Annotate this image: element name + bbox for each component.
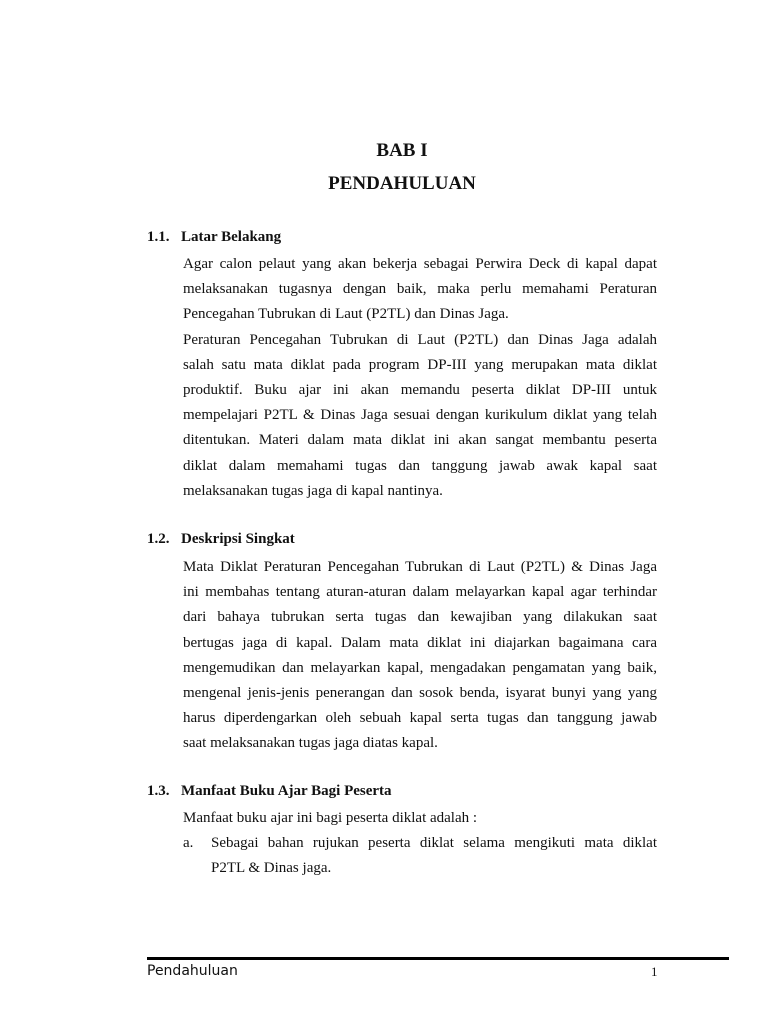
text-line: ditentukan. Materi dalam mata diklat ini akan sangat membantu peserta [183, 432, 657, 449]
footer-label: Pendahuluan [147, 963, 238, 979]
text-line: P2TL & Dinas jaga. [211, 860, 332, 877]
text-line: ini membahas tentang aturan-aturan dalam melayarkan kapal agar terhindar [183, 584, 657, 601]
text-line: saat melaksanakan tugas jaga diatas kapal. [183, 735, 438, 752]
text-line: dari bahaya tubrukan serta tugas dan kewajiban yang dilakukan saat [183, 609, 657, 626]
text-line: melaksanakan tugas jaga di kapal nantinya. [183, 482, 443, 499]
text-line: Sebagai bahan rujukan peserta diklat selama mengikuti mata diklat [211, 835, 657, 851]
section-title: Latar Belakang [181, 229, 282, 245]
section-heading-manfaat-buku-ajar [147, 783, 392, 800]
footer-rule [147, 957, 729, 960]
text-line: mempelajari P2TL & Dinas Jaga sesuai dengan kurikulum diklat yang telah [183, 407, 657, 424]
text-line: Manfaat buku ajar ini bagi peserta diklat adalah : [183, 810, 478, 826]
section-number: 1.1. [147, 229, 170, 245]
text-line: Mata Diklat Peraturan Pencegahan Tubrukan di Laut (P2TL) & Dinas Jaga [183, 559, 657, 575]
section-body-deskripsi-singkat [183, 555, 657, 757]
text-line: Peraturan Pencegahan Tubrukan di Laut (P2TL) dan Dinas Jaga adalah [183, 331, 657, 348]
text-line: produktif. Buku ajar ini akan memandu peserta diklat DP-III untuk [183, 382, 657, 399]
section-body-latar-belakang [183, 252, 657, 504]
text-line: mengemudikan dan melayarkan kapal, mengadakan pengamatan yang baik, [183, 659, 657, 676]
chapter-title: PENDAHULUAN [328, 173, 476, 194]
section-title: Deskripsi Singkat [181, 531, 295, 547]
text-line: diklat dalam memahami tugas dan tanggung jawab awak kapal saat [183, 457, 657, 474]
list-marker: a. [183, 835, 194, 851]
text-line: Agar calon pelaut yang akan bekerja sebagai Perwira Deck di kapal dapat [183, 256, 657, 272]
section-heading-deskripsi-singkat [147, 531, 295, 548]
section-number: 1.3. [147, 783, 170, 799]
page-number: 1 [651, 964, 658, 979]
text-line: Pencegahan Tubrukan di Laut (P2TL) dan Dinas Jaga. [183, 306, 509, 323]
section-number: 1.2. [147, 531, 170, 547]
text-line: salah satu mata diklat pada program DP-III yang merupakan mata diklat [183, 356, 657, 373]
text-line: mengenal jenis-jenis penerangan dan sosok benda, isyarat bunyi yang yang [183, 685, 657, 702]
text-line: harus diperdengarkan oleh sebuah kapal serta tugas dan tanggung jawab [183, 710, 657, 727]
text-line: melaksanakan tugasnya dengan baik, maka perlu memahami Peraturan [183, 281, 657, 298]
text-line: bertugas jaga di kapal. Dalam mata diklat ini diajarkan bagaimana cara [183, 634, 657, 651]
section-title: Manfaat Buku Ajar Bagi Peserta [181, 783, 392, 799]
section-heading-latar-belakang [147, 229, 281, 246]
section-body-manfaat-buku-ajar [183, 806, 657, 831]
chapter-number: BAB I [376, 140, 428, 161]
